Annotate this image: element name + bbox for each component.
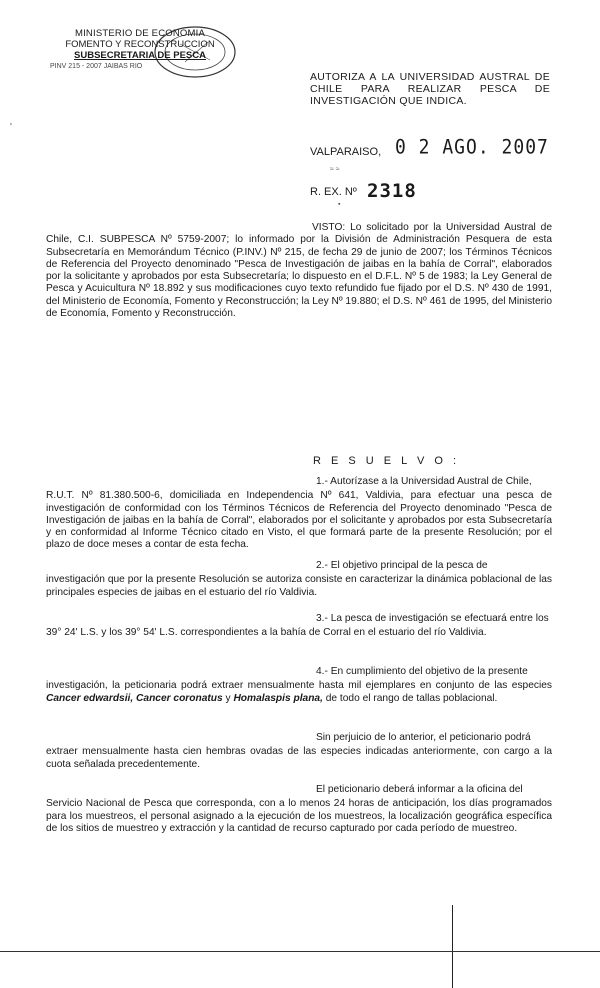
article-4 xyxy=(46,666,552,705)
article-4-body xyxy=(46,680,552,705)
place-label: VALPARAISO, xyxy=(310,146,382,158)
species-connector: y xyxy=(225,692,231,704)
title-line-2: CHILE PARA REALIZAR PESCA DE xyxy=(310,83,550,95)
article-6-body: Servicio Nacional de Pesca que corresponda, con a lo menos 24 horas de anticipación, los días programados para los muestreos, el personal asignado a la ejecución de los muestreos, la localización geográfica específica de los sitios de muestreo y extracción y la cantidad de recurso capturado por cada período de muestreo. xyxy=(46,798,552,834)
ministry-header xyxy=(40,28,240,72)
article-3-lead: 3.- La pesca de investigación se efectuará entre los xyxy=(316,613,549,624)
scan-line-horizontal xyxy=(0,951,600,952)
article-4-body-a: investigación, la peticionaria podrá extraer mensualmente hasta mil ejemplares en conjunto de las especies xyxy=(46,680,552,692)
article-1-lead: 1.- Autorízase a la Universidad Austral de Chile, xyxy=(316,476,532,487)
margin-mark: ' xyxy=(10,122,12,133)
species-cancer-edwardsii: Cancer edwardsii, xyxy=(46,692,134,704)
resolution-title xyxy=(310,71,550,107)
resolution-number-label: R. EX. Nº xyxy=(310,186,357,198)
article-4-body-b: de todo el rango de tallas poblacional. xyxy=(325,692,498,704)
visto-text: VISTO: Lo solicitado por la Universidad Austral de Chile, C.I. SUBPESCA Nº 5759-2007; lo informado por la División de Administración Pesquera de esta Subsecretaría en Memorándum Técnico (P.INV.) Nº 215, de fecha 29 de junio de 2007; los Términos Técnicos de Referencia del Proyecto denominado "Pesca de Investigación de jaibas en la bahía de Corral", elaborados por la solicitante y aprobados por esta Subsecretaría; lo dispuesto en el D.F.L. Nº 5 de 1983; la Ley General de Pesca y Acuicultura Nº 18.892 y sus modificaciones cuyo texto refundido fue fijado por el D.S. Nº 430 de 1991, del Ministerio de Economía, Fomento y Reconstrucción; la Ley Nº 19.880; el D.S. Nº 461 de 1995, del Ministerio de Economía, Fomento y Reconstrucción. xyxy=(46,222,552,320)
article-2-lead: 2.- El objetivo principal de la pesca de xyxy=(316,560,488,571)
small-mark-2: ▪ xyxy=(338,201,341,208)
article-3 xyxy=(46,613,552,640)
resuelvo-heading: R E S U E L V O : xyxy=(313,455,460,467)
article-6-lead: El peticionario deberá informar a la oficina del xyxy=(316,784,523,795)
date-stamp: 0 2 AGO. 2007 xyxy=(395,135,549,160)
small-mark: ≈ ≈ xyxy=(330,166,340,173)
article-5-body: extraer mensualmente hasta cien hembras ovadas de las especies indicadas anteriormente, con cargo a la cuota señalada precedentemente. xyxy=(46,746,552,770)
species-homalaspis-plana: Homalaspis plana, xyxy=(233,692,323,704)
scan-line-vertical xyxy=(452,905,453,988)
article-5-lead: Sin perjuicio de lo anterior, el peticionario podrá xyxy=(316,732,531,743)
species-cancer-coronatus: Cancer coronatus xyxy=(136,692,223,704)
article-5 xyxy=(46,732,552,771)
title-line-1: AUTORIZA A LA UNIVERSIDAD AUSTRAL DE xyxy=(310,71,550,83)
article-6 xyxy=(46,784,552,835)
article-2-body: investigación que por la presente Resolución se autoriza consiste en caracterizar la dinámica poblacional de las principales especies de jaibas en el estuario del río Valdivia. xyxy=(46,574,552,598)
header-ministry: MINISTERIO DE ECONOMIA xyxy=(74,28,206,39)
visto-paragraph xyxy=(46,222,552,320)
header-reference: PINV 215 - 2007 JAIBAS RIO xyxy=(50,63,143,70)
header-fomento: FOMENTO Y RECONSTRUCCION xyxy=(65,39,215,50)
resolution-number: 2318 xyxy=(367,180,417,202)
article-1 xyxy=(46,476,552,552)
article-4-lead: 4.- En cumplimiento del objetivo de la presente xyxy=(316,666,528,677)
title-line-3: INVESTIGACIÓN QUE INDICA. xyxy=(310,95,467,107)
article-2 xyxy=(46,560,552,599)
article-3-body: 39° 24' L.S. y los 39° 54' L.S. correspondientes a la bahía de Corral en el estuario del río Valdivia. xyxy=(46,627,487,639)
article-1-body: R.U.T. Nº 81.380.500-6, domiciliada en Independencia Nº 641, Valdivia, para efectuar una pesca de investigación de conformidad con los Términos Técnicos de Referencia del Proyecto denominado "Pesca de Investigación de jaibas en la bahía de Corral", elaborados por el solicitante y aprobados por esta Subsecretaría y en conformidad al Informe Técnico citado en Visto, el que formará parte de la presente Resolución; por el plazo de doce meses a contar de esta fecha. xyxy=(46,490,552,551)
header-subsecretaria: SUBSECRETARIA DE PESCA xyxy=(74,50,206,61)
